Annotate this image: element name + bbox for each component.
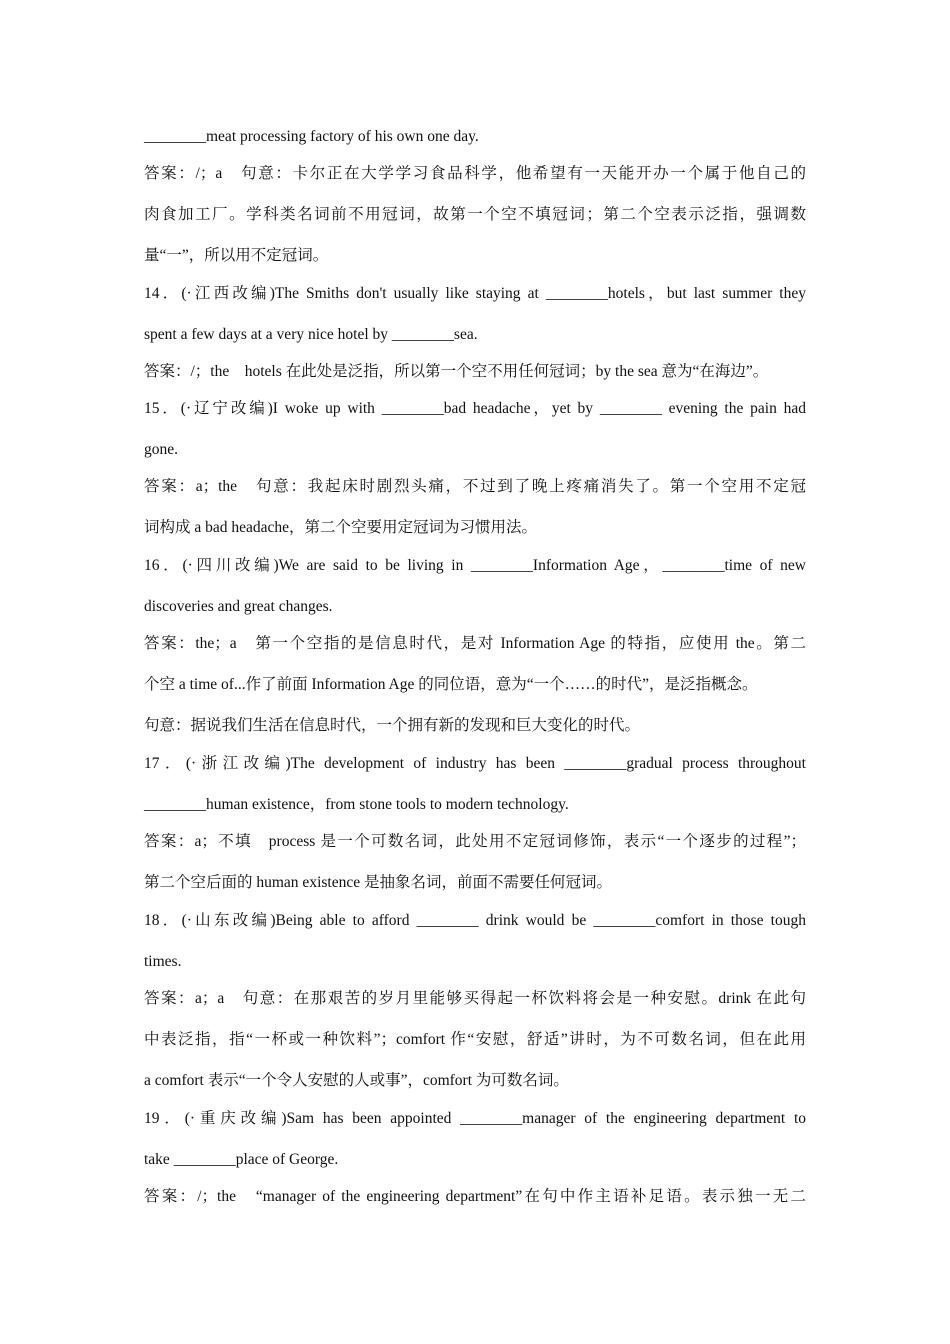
question-15: 15．(·辽宁改编)I woke up with ________bad headache，yet by ________ evening the pain had	[144, 400, 806, 417]
question-19: 19．(·重庆改编)Sam has been appointed ________manager of the engineering department to	[144, 1110, 806, 1127]
question-line: times.	[144, 953, 182, 970]
answer-line: 第二个空后面的 human existence 是抽象名词，前面不需要任何冠词。	[144, 874, 612, 891]
answer-line: 词构成 a bad headache，第二个空要用定冠词为习惯用法。	[144, 519, 538, 536]
text-line: ________meat processing factory of his own one day.	[144, 128, 479, 145]
answer-line: 答案：/；a 句意：卡尔正在大学学习食品科学，他希望有一天能开办一个属于他自己的	[144, 165, 806, 182]
question-16: 16．(·四川改编)We are said to be living in ________Information Age，________time of new	[144, 557, 806, 574]
question-line: ________human existence，from stone tools to modern technology.	[144, 796, 569, 813]
answer-line: a comfort 表示“一个令人安慰的人或事”，comfort 为可数名词。	[144, 1072, 569, 1089]
question-14: 14．(·江西改编)The Smiths don't usually like staying at ________hotels，but last summer they	[144, 285, 806, 302]
answer-line: 肉食加工厂。学科类名词前不用冠词，故第一个空不填冠词；第二个空表示泛指，强调数	[144, 206, 806, 223]
answer-line: 答案：the；a 第一个空指的是信息时代，是对 Information Age 的特指，应使用 the。第二	[144, 635, 806, 652]
question-18: 18．(·山东改编)Being able to afford ________ drink would be ________comfort in those tough	[144, 912, 806, 929]
answer-line: 量“一”，所以用不定冠词。	[144, 247, 329, 264]
answer-line: 答案：a；the 句意：我起床时剧烈头痛，不过到了晚上疼痛消失了。第一个空用不定冠	[144, 478, 806, 495]
question-line: take ________place of George.	[144, 1151, 339, 1168]
answer-line: 中表泛指，指“一杯或一种饮料”；comfort 作“安慰，舒适”讲时，为不可数名词，但在此用	[144, 1031, 806, 1048]
answer-line: 个空 a time of...作了前面 Information Age 的同位语，意为“一个……的时代”，是泛指概念。	[144, 676, 758, 693]
question-line: discoveries and great changes.	[144, 598, 333, 615]
answer-line: 答案：a；a 句意：在那艰苦的岁月里能够买得起一杯饮料将会是一种安慰。drink 在此句	[144, 990, 806, 1007]
answer-line: 答案：a；不填 process 是一个可数名词，此处用不定冠词修饰，表示“一个逐步的过程”；	[144, 833, 806, 850]
answer-line: 答案：/；the hotels 在此处是泛指，所以第一个空不用任何冠词；by the sea 意为“在海边”。	[144, 363, 769, 380]
answer-line: 答案：/；the “manager of the engineering department”在句中作主语补足语。表示独一无二	[144, 1188, 806, 1205]
answer-line: 句意：据说我们生活在信息时代，一个拥有新的发现和巨大变化的时代。	[144, 717, 641, 734]
question-line: gone.	[144, 441, 179, 458]
question-line: spent a few days at a very nice hotel by ________sea.	[144, 326, 478, 343]
question-17: 17．(·浙江改编)The development of industry has been ________gradual process throughout	[144, 755, 806, 772]
